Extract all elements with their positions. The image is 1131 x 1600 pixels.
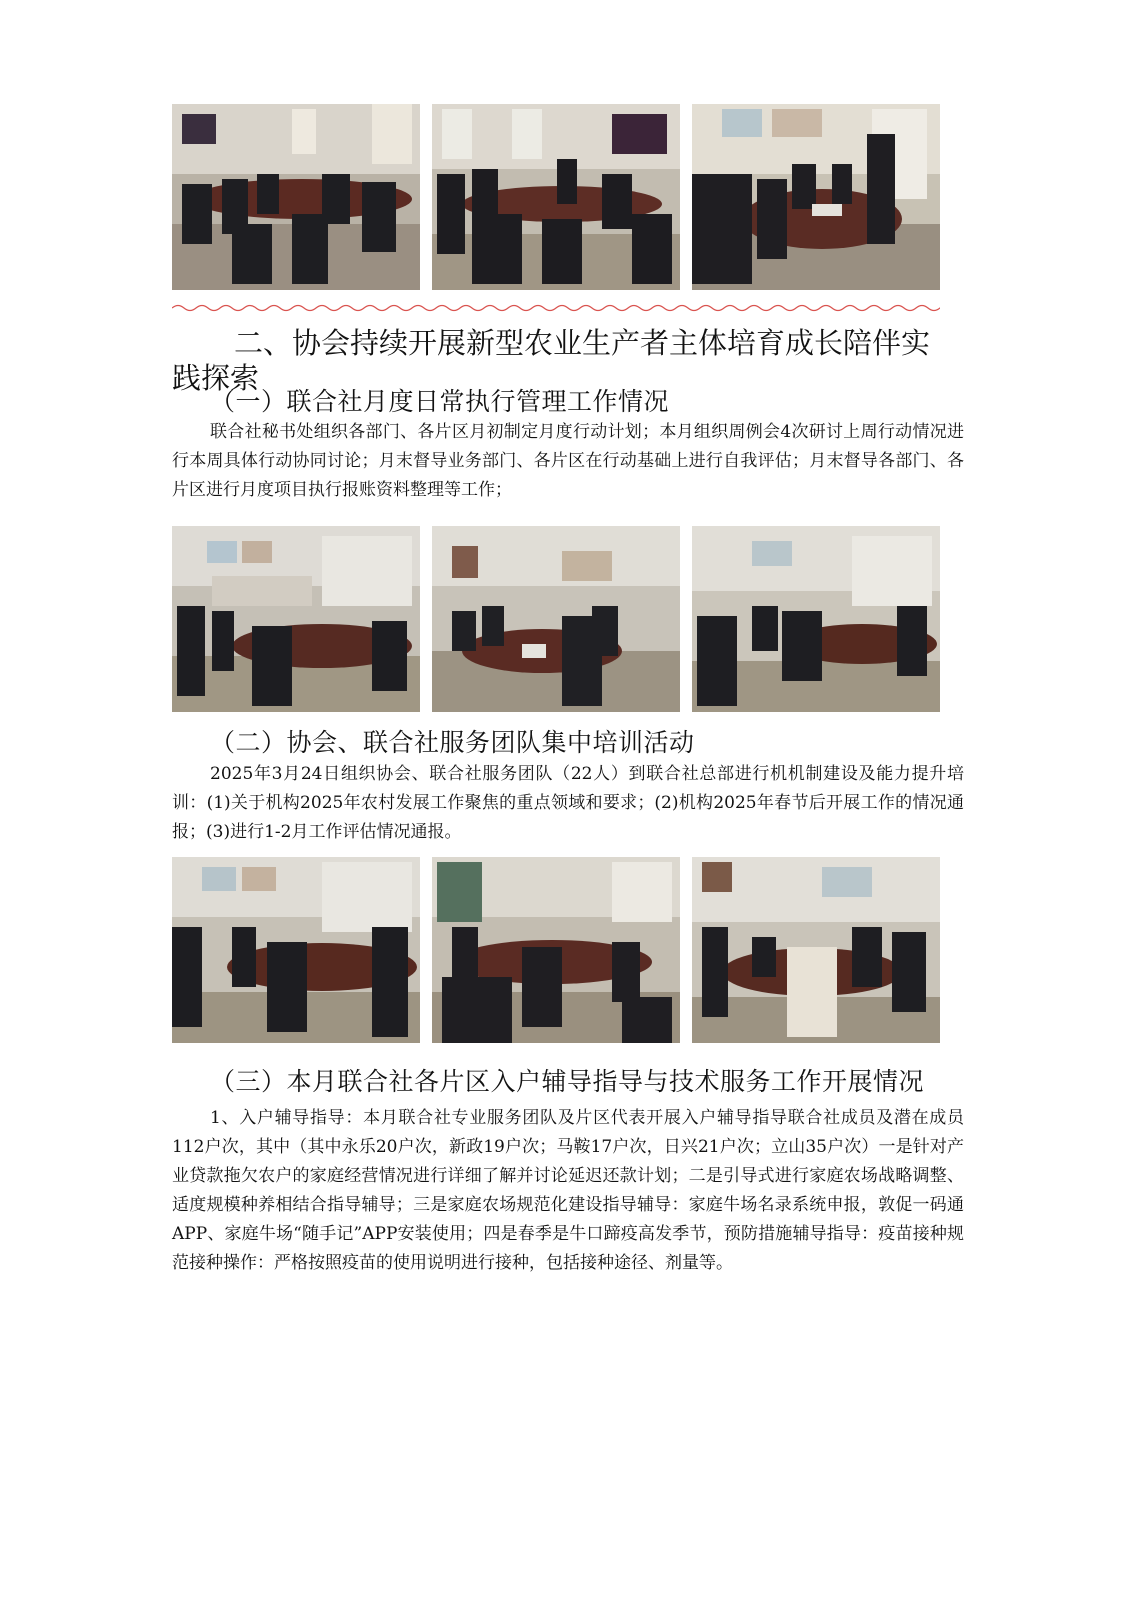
meeting-photo	[432, 857, 680, 1043]
meeting-photo	[432, 104, 680, 290]
meeting-photo	[432, 526, 680, 712]
meeting-photo	[172, 526, 420, 712]
section-heading-line2: 践探索	[172, 361, 260, 395]
photo-row-top	[172, 104, 940, 290]
subsection-body-3: 1、入户辅导指导：本月联合社专业服务团队及片区代表开展入户辅导指导联合社成员及潜在成员112户次，其中（其中永乐20户次，新政19户次；马鞍17户次，日兴21户次；立山35户次）一是针对产业贷款拖欠农户的家庭经营情况进行详细了解并讨论延迟还款计划；二是引导式进行家庭农场战略调整、适度规模种养相结合指导辅导；三是家庭农场规范化建设指导辅导：家庭牛场名录系统申报，敦促一码通APP、家庭牛场“随手记”APP安装使用；四是春季是牛口蹄疫高发季节，预防措施辅导指导：疫苗接种规范接种操作：严格按照疫苗的使用说明进行接种，包括接种途径、剂量等。	[172, 1108, 964, 1273]
wavy-divider	[172, 302, 940, 314]
section-heading	[172, 326, 972, 396]
subsection-body-2: 2025年3月24日组织协会、联合社服务团队（22人）到联合社总部进行机机制建设及能力提升培训：(1)关于机构2025年农村发展工作聚焦的重点领域和要求；(2)机构2025年春节后开展工作的情况通报；(3)进行1-2月工作评估情况通报。	[172, 764, 964, 842]
meeting-photo	[692, 526, 940, 712]
photo-row-bottom	[172, 857, 940, 1043]
meeting-photo	[172, 857, 420, 1043]
photo-row-middle	[172, 526, 940, 712]
meeting-photo	[172, 104, 420, 290]
meeting-photo	[692, 857, 940, 1043]
subsection-body-1: 联合社秘书处组织各部门、各片区月初制定月度行动计划；本月组织周例会4次研讨上周行动情况进行本周具体行动协同讨论；月末督导业务部门、各片区在行动基础上进行自我评估；月末督导各部门、各片区进行月度项目执行报账资料整理等工作；	[172, 422, 964, 500]
subsection-title-2: （二）协会、联合社服务团队集中培训活动	[210, 728, 695, 757]
meeting-photo	[692, 104, 940, 290]
subsection-title-1: （一）联合社月度日常执行管理工作情况	[210, 387, 670, 416]
section-heading-line1: 二、协会持续开展新型农业生产者主体培育成长陪伴实	[234, 326, 931, 360]
subsection-title-3: （三）本月联合社各片区入户辅导指导与技术服务工作开展情况	[210, 1067, 925, 1096]
